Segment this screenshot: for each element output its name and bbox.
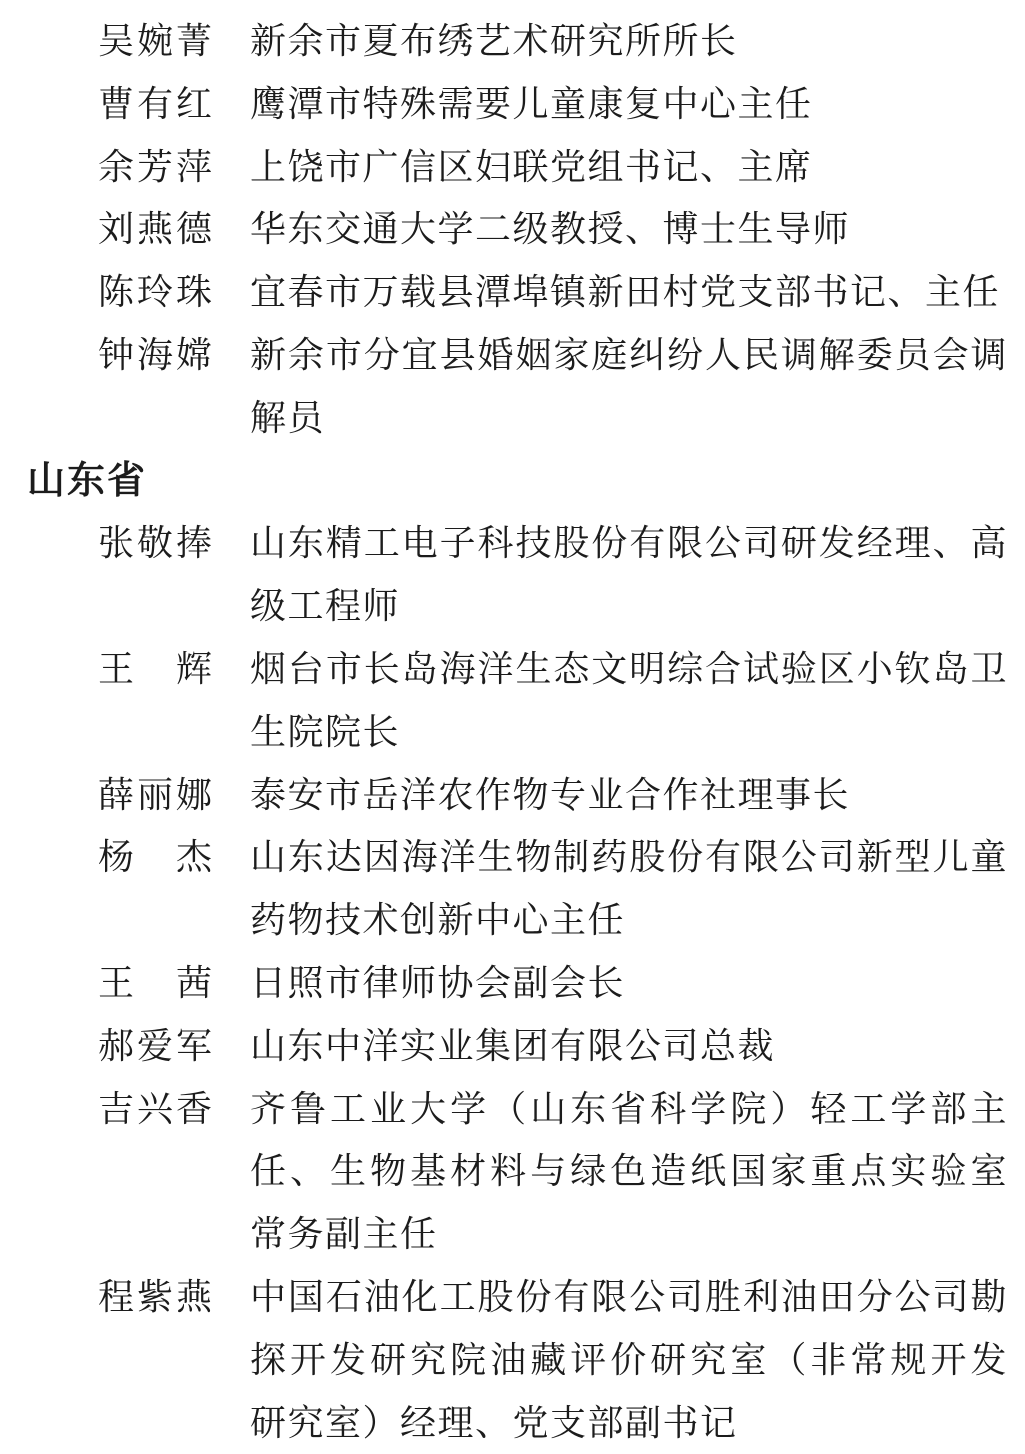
- honoree-row: [0, 324, 1025, 450]
- title-line: 上饶市广信区妇联党组书记、主席: [250, 146, 813, 187]
- honoree-row: [0, 1015, 1025, 1078]
- honoree-title: [250, 764, 1008, 827]
- title-line: 新余市夏布绣艺术研究所所长: [250, 21, 738, 61]
- title-line: 生院院长: [250, 711, 401, 752]
- honoree-name: 钟海嫦: [98, 334, 212, 375]
- honoree-title: [250, 1078, 1008, 1266]
- honoree-row: [0, 136, 1025, 199]
- title-line: 宜春市万载县潭埠镇新田村党支部书记、主任: [250, 272, 1001, 313]
- honoree-title: [250, 10, 1008, 73]
- honoree-name: 吴婉菁: [98, 21, 212, 61]
- title-line: 解员: [250, 397, 326, 438]
- honoree-name: 王茜: [98, 962, 212, 1003]
- honoree-name: 曹有红: [98, 83, 212, 124]
- honoree-title: [250, 638, 1008, 764]
- title-line: 山东中洋实业集团有限公司总裁: [250, 1025, 776, 1066]
- honoree-name: 张敬捧: [98, 523, 212, 564]
- title-line: 山东达因海洋生物制药股份有限公司新型儿童: [250, 837, 1008, 878]
- title-line: 中国石油化工股份有限公司胜利油田分公司勘: [250, 1276, 1008, 1317]
- honoree-title: [250, 952, 1008, 1015]
- honoree-title: [250, 1266, 1008, 1454]
- honoree-title: [250, 512, 1008, 638]
- honoree-name: 陈玲珠: [98, 272, 212, 313]
- province-section-header: 山东省: [27, 459, 148, 502]
- honoree-row: [0, 198, 1025, 261]
- title-line: 泰安市岳洋农作物专业合作社理事长: [250, 774, 851, 815]
- honoree-title: [250, 324, 1008, 450]
- honoree-title: [250, 198, 1008, 261]
- honoree-name: 郝爱军: [98, 1025, 212, 1066]
- honoree-row: [0, 73, 1025, 136]
- honoree-title: [250, 73, 1008, 136]
- honoree-name: 吉兴香: [98, 1088, 212, 1129]
- honoree-row: [0, 952, 1025, 1015]
- honoree-title: [250, 136, 1008, 199]
- honoree-name: 程紫燕: [98, 1276, 212, 1317]
- honoree-row: [0, 764, 1025, 827]
- honoree-name: 余芳萍: [98, 146, 212, 187]
- title-line: 新余市分宜县婚姻家庭纠纷人民调解委员会调: [250, 334, 1008, 375]
- title-line: 日照市律师协会副会长: [250, 962, 626, 1003]
- honoree-row: [0, 10, 1025, 73]
- honoree-row: [0, 826, 1025, 952]
- title-line: 烟台市长岛海洋生态文明综合试验区小钦岛卫: [250, 648, 1008, 689]
- title-line: 华东交通大学二级教授、博士生导师: [250, 209, 851, 250]
- honoree-row: [0, 638, 1025, 764]
- honoree-name: 王辉: [98, 648, 212, 689]
- title-line: 常务副主任: [250, 1214, 438, 1255]
- title-line: 探开发研究院油藏评价研究室（非常规开发: [250, 1339, 1008, 1380]
- title-line: 级工程师: [250, 586, 401, 627]
- title-line: 鹰潭市特殊需要儿童康复中心主任: [250, 83, 813, 124]
- title-line: 任、生物基材料与绿色造纸国家重点实验室: [250, 1151, 1008, 1192]
- honoree-name: 杨杰: [98, 837, 212, 878]
- honoree-name: 薛丽娜: [98, 774, 212, 815]
- honoree-row: [0, 1266, 1025, 1454]
- honoree-title: [250, 261, 1008, 324]
- honoree-title: [250, 826, 1008, 952]
- title-line: 山东精工电子科技股份有限公司研发经理、高: [250, 523, 1008, 564]
- title-line: 药物技术创新中心主任: [250, 900, 626, 941]
- honoree-title: [250, 1015, 1008, 1078]
- honoree-row: [0, 261, 1025, 324]
- title-line: 齐鲁工业大学（山东省科学院）轻工学部主: [250, 1088, 1008, 1129]
- title-line: 研究室）经理、党支部副书记: [250, 1402, 738, 1443]
- honoree-name: 刘燕德: [98, 209, 212, 250]
- honoree-row: [0, 512, 1025, 638]
- honoree-row: [0, 1078, 1025, 1266]
